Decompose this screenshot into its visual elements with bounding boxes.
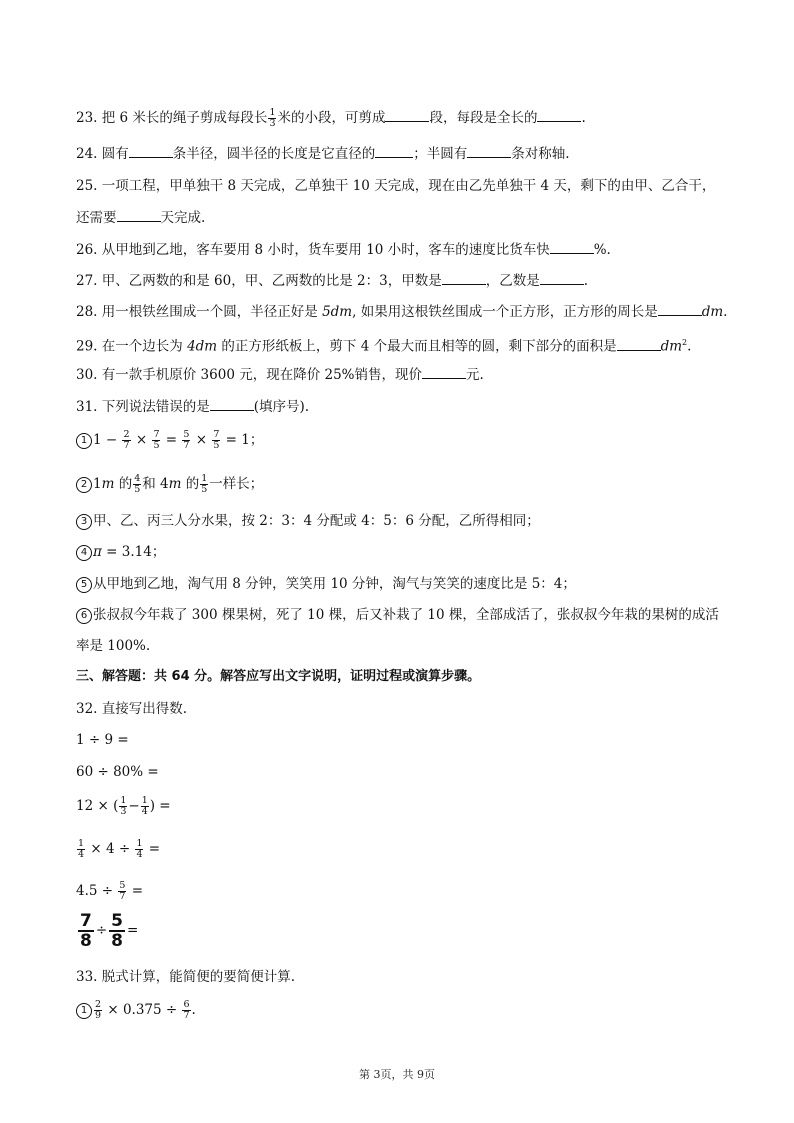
circled-number: 1 xyxy=(76,433,92,449)
answer-blank[interactable] xyxy=(385,109,429,122)
question-31: 31. 下列说法错误的是 (填序号). xyxy=(76,399,310,415)
answer-blank[interactable] xyxy=(550,241,594,254)
question-33: 33. 脱式计算，能简便的要简便计算. xyxy=(76,969,296,985)
answer-blank[interactable] xyxy=(129,145,173,158)
circled-number: 1 xyxy=(76,1003,92,1019)
question-23: 23. 把 6 米长的绳子剪成每段长 $\frac{1}{3}$ 米的小段，可剪成 段，每段是全长的 . xyxy=(76,107,586,129)
answer-blank[interactable] xyxy=(540,272,584,285)
question-32: 32. 直接写出得数. xyxy=(76,701,188,717)
question-29: 29. 在一个边长为 4dm 的正方形纸板上，剪下 4 个最大而且相等的圆，剩下部分的面积是 $dm^2$. xyxy=(76,338,692,355)
answer-blank[interactable] xyxy=(210,398,254,411)
fraction: $\frac{1}{3}$ xyxy=(269,107,276,129)
answer-blank[interactable] xyxy=(422,366,466,379)
answer-blank[interactable] xyxy=(658,303,702,316)
question-31-item-4: 4 π = 3.14； xyxy=(76,543,165,561)
circled-number: 4 xyxy=(76,545,92,561)
question-31-item-5: 5 从甲地到乙地，淘气用 8 分钟，笑笑用 10 分钟，淘气与笑笑的速度比是 5：4； xyxy=(76,575,576,593)
expression-6: $\frac{7}{8}$ ÷ $\frac{5}{8}$ = xyxy=(80,911,139,951)
expression-4: $\frac{1}{4}$ × 4 ÷ $\frac{1}{4}$ = xyxy=(78,838,161,860)
answer-blank[interactable] xyxy=(617,338,661,351)
question-25-cont: 还需要 天完成. xyxy=(76,210,206,226)
circled-number: 2 xyxy=(76,477,92,493)
question-31-item-3: 3 甲、乙、丙三人分水果，按 2：3：4 分配或 4：5：6 分配，乙所得相同； xyxy=(76,512,540,530)
circled-number: 3 xyxy=(76,514,92,530)
circled-number: 5 xyxy=(76,577,92,593)
question-31-item-1: 1 1 − $\frac{2}{7}$ × $\frac{7}{5}$ = $\frac{5}{7}$ × $\frac{7}{5}$ = 1； xyxy=(76,430,263,451)
question-25: 25. 一项工程，甲单独干 8 天完成，乙单独干 10 天完成，现在由乙先单独干 4 天，剩下的由甲、乙合干， xyxy=(76,178,716,194)
answer-blank[interactable] xyxy=(442,272,486,285)
question-30: 30. 有一款手机原价 3600 元，现在降价 25%销售，现价 元. xyxy=(76,367,484,383)
question-33-item-1: 1 $\frac{2}{9}$ × 0.375 ÷ $\frac{6}{7}$ . xyxy=(76,1000,196,1021)
question-31-item-6: 6 张叔叔今年栽了 300 棵果树，死了 10 棵，后又补栽了 10 棵，全部成活了，张叔叔今年栽的果树的成活 xyxy=(76,606,719,624)
question-28: 28. 用一根铁丝围成一个圆，半径正好是 5dm, 如果用这根铁丝围成一个正方形，正方形的周长是 dm. xyxy=(76,304,728,320)
page-footer: 第 3页，共 9页 xyxy=(359,1068,435,1081)
answer-blank[interactable] xyxy=(537,109,581,122)
circled-number: 6 xyxy=(76,608,92,624)
expression-2: 60 ÷ 80% = xyxy=(76,764,159,780)
question-27: 27. 甲、乙两数的和是 60，甲、乙两数的比是 2：3，甲数是 ，乙数是 . xyxy=(76,273,588,289)
question-31-item-2: 2 1m 的 $\frac{4}{5}$ 和 4m 的 $\frac{1}{5}$ 一样长； xyxy=(76,474,263,495)
question-26: 26. 从甲地到乙地，客车要用 8 小时，货车要用 10 小时，客车的速度比货车快 %. xyxy=(76,242,611,258)
answer-blank[interactable] xyxy=(467,145,511,158)
question-24: 24. 圆有 条半径，圆半径的长度是它直径的 ；半圆有 条对称轴. xyxy=(76,146,570,162)
expression-1: 1 ÷ 9 = xyxy=(76,732,129,748)
section-heading: 三、解答题：共 64 分。解答应写出文字说明，证明过程或演算步骤。 xyxy=(76,669,481,684)
expression-3: 12 × ( $\frac{1}{3}$ − $\frac{1}{4}$ ) = xyxy=(76,795,171,817)
answer-blank[interactable] xyxy=(117,209,161,222)
expression-5: 4.5 ÷ $\frac{5}{7}$ = xyxy=(76,880,144,902)
question-31-item-6-cont: 率是 100%. xyxy=(76,638,151,654)
answer-blank[interactable] xyxy=(375,145,413,158)
